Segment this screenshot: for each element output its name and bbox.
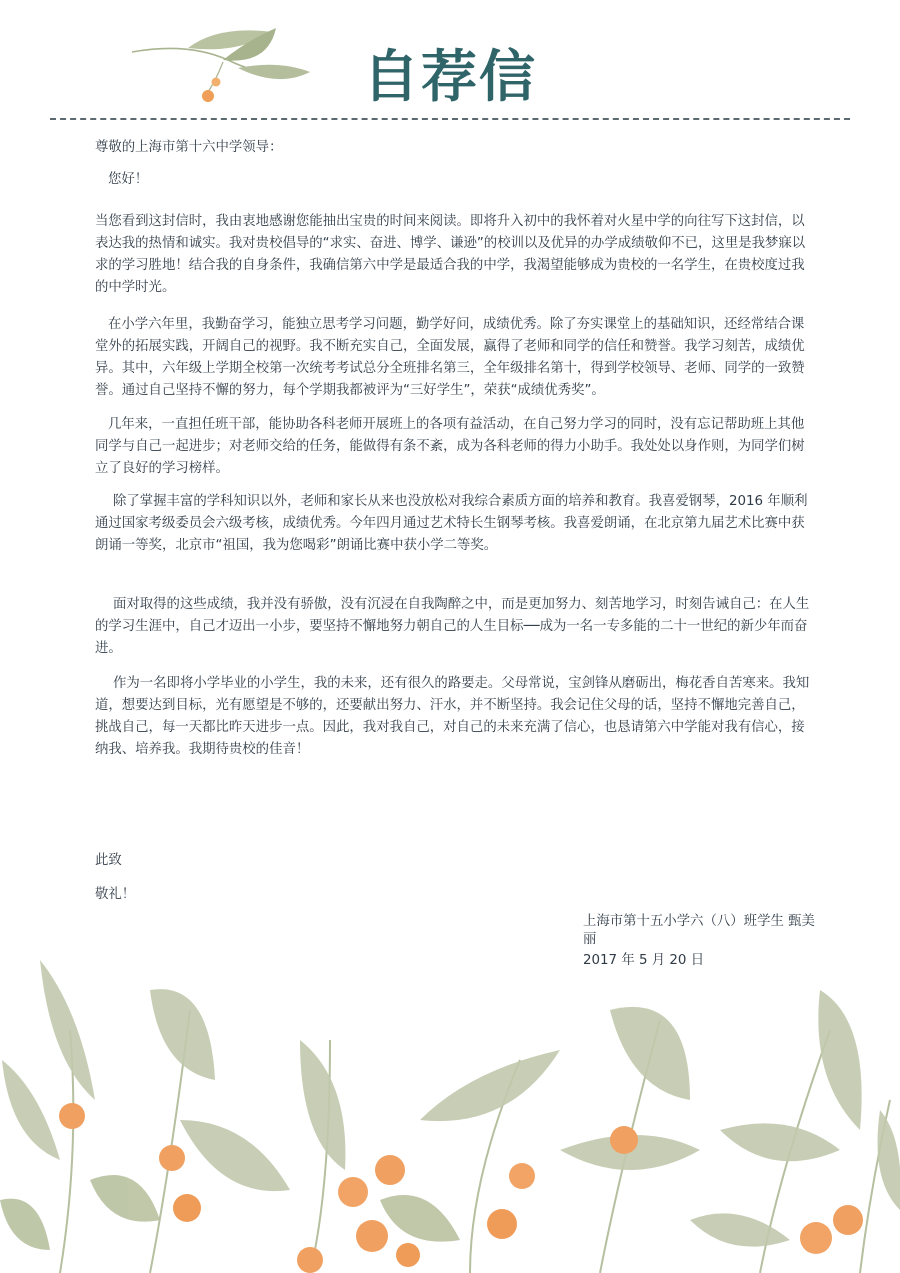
signature: 上海市第十五小学六（八）班学生 甄美丽 (583, 914, 815, 947)
closing-regards: 敬礼！ (95, 887, 136, 902)
letter-date: 2017 年 5 月 20 日 (583, 953, 705, 968)
foliage-illustration (0, 950, 900, 1273)
closing-line: 此致 (95, 853, 122, 868)
body-paragraph: 几年来，一直担任班干部，能协助各科老师开展班上的各项有益活动，在自己努力学习的同时，没有忘记帮助班上其他同学与自己一起进步；对老师交给的任务，能做得有条不紊，成为各科老师的得力小助手。我处处以身作则，为同学们树立了良好的学习榜样。 (95, 417, 805, 476)
body-paragraph: 除了掌握丰富的学科知识以外，老师和家长从来也没放松对我综合素质方面的培养和教育。我喜爱钢琴，2016 年顺利通过国家考级委员会六级考核，成绩优秀。今年四月通过艺术特长生钢琴考核。我喜爱朗诵，在北京第九届艺术比赛中获朗诵一等奖，北京市“祖国，我为您喝彩”朗诵比赛中获小学二等奖。 (95, 494, 808, 553)
greeting: 您好！ (108, 172, 149, 187)
body-paragraph: 当您看到这封信时，我由衷地感谢您能抽出宝贵的时间来阅读。即将升入初中的我怀着对火星中学的向往写下这封信，以表达我的热情和诚实。我对贵校倡导的“求实、奋进、博学、谦逊”的校训以及优异的办学成绩敬仰不已，这里是我梦寐以求的学习胜地！结合我的自身条件，我确信第六中学是最适合我的中学，我渴望能够成为贵校的一名学生，在贵校度过我的中学时光。 (95, 214, 806, 295)
page-title: 自荐信 (363, 45, 537, 110)
dashed-divider (50, 118, 850, 120)
body-paragraph: 面对取得的这些成绩，我并没有骄傲，没有沉浸在自我陶醉之中，而是更加努力、刻苦地学习，时刻告诫自己：在人生的学习生涯中，自己才迈出一小步，要坚持不懈地努力朝自己的人生目标──成为一名一专多能的二十一世纪的新少年而奋进。 (95, 597, 810, 656)
body-paragraph: 作为一名即将小学毕业的小学生，我的未来，还有很久的路要走。父母常说，宝剑锋从磨砺出，梅花香自苦寒来。我知道，想要达到目标，光有愿望是不够的，还要献出努力、汗水，并不断坚持。我会记住父母的话，坚持不懈地完善自己，挑战自己，每一天都比昨天进步一点。因此，我对我自己，对自己的未来充满了信心，也恳请第六中学能对我有信心，接纳我、培养我。我期待贵校的佳音！ (95, 676, 810, 757)
leaf-branch-illustration (128, 20, 318, 110)
salutation: 尊敬的上海市第十六中学领导： (95, 140, 283, 155)
body-paragraph: 在小学六年里，我勤奋学习，能独立思考学习问题，勤学好问，成绩优秀。除了夯实课堂上的基础知识，还经常结合课堂外的拓展实践，开阔自己的视野。我不断充实自己，全面发展，赢得了老师和同学的信任和赞誉。我学习刻苦，成绩优异。其中，六年级上学期全校第一次统考考试总分全班排名第三，全年级排名第十，得到学校领导、老师、同学的一致赞誉。通过自己坚持不懈的努力，每个学期我都被评为“三好学生”，荣获“成绩优秀奖”。 (95, 317, 805, 398)
